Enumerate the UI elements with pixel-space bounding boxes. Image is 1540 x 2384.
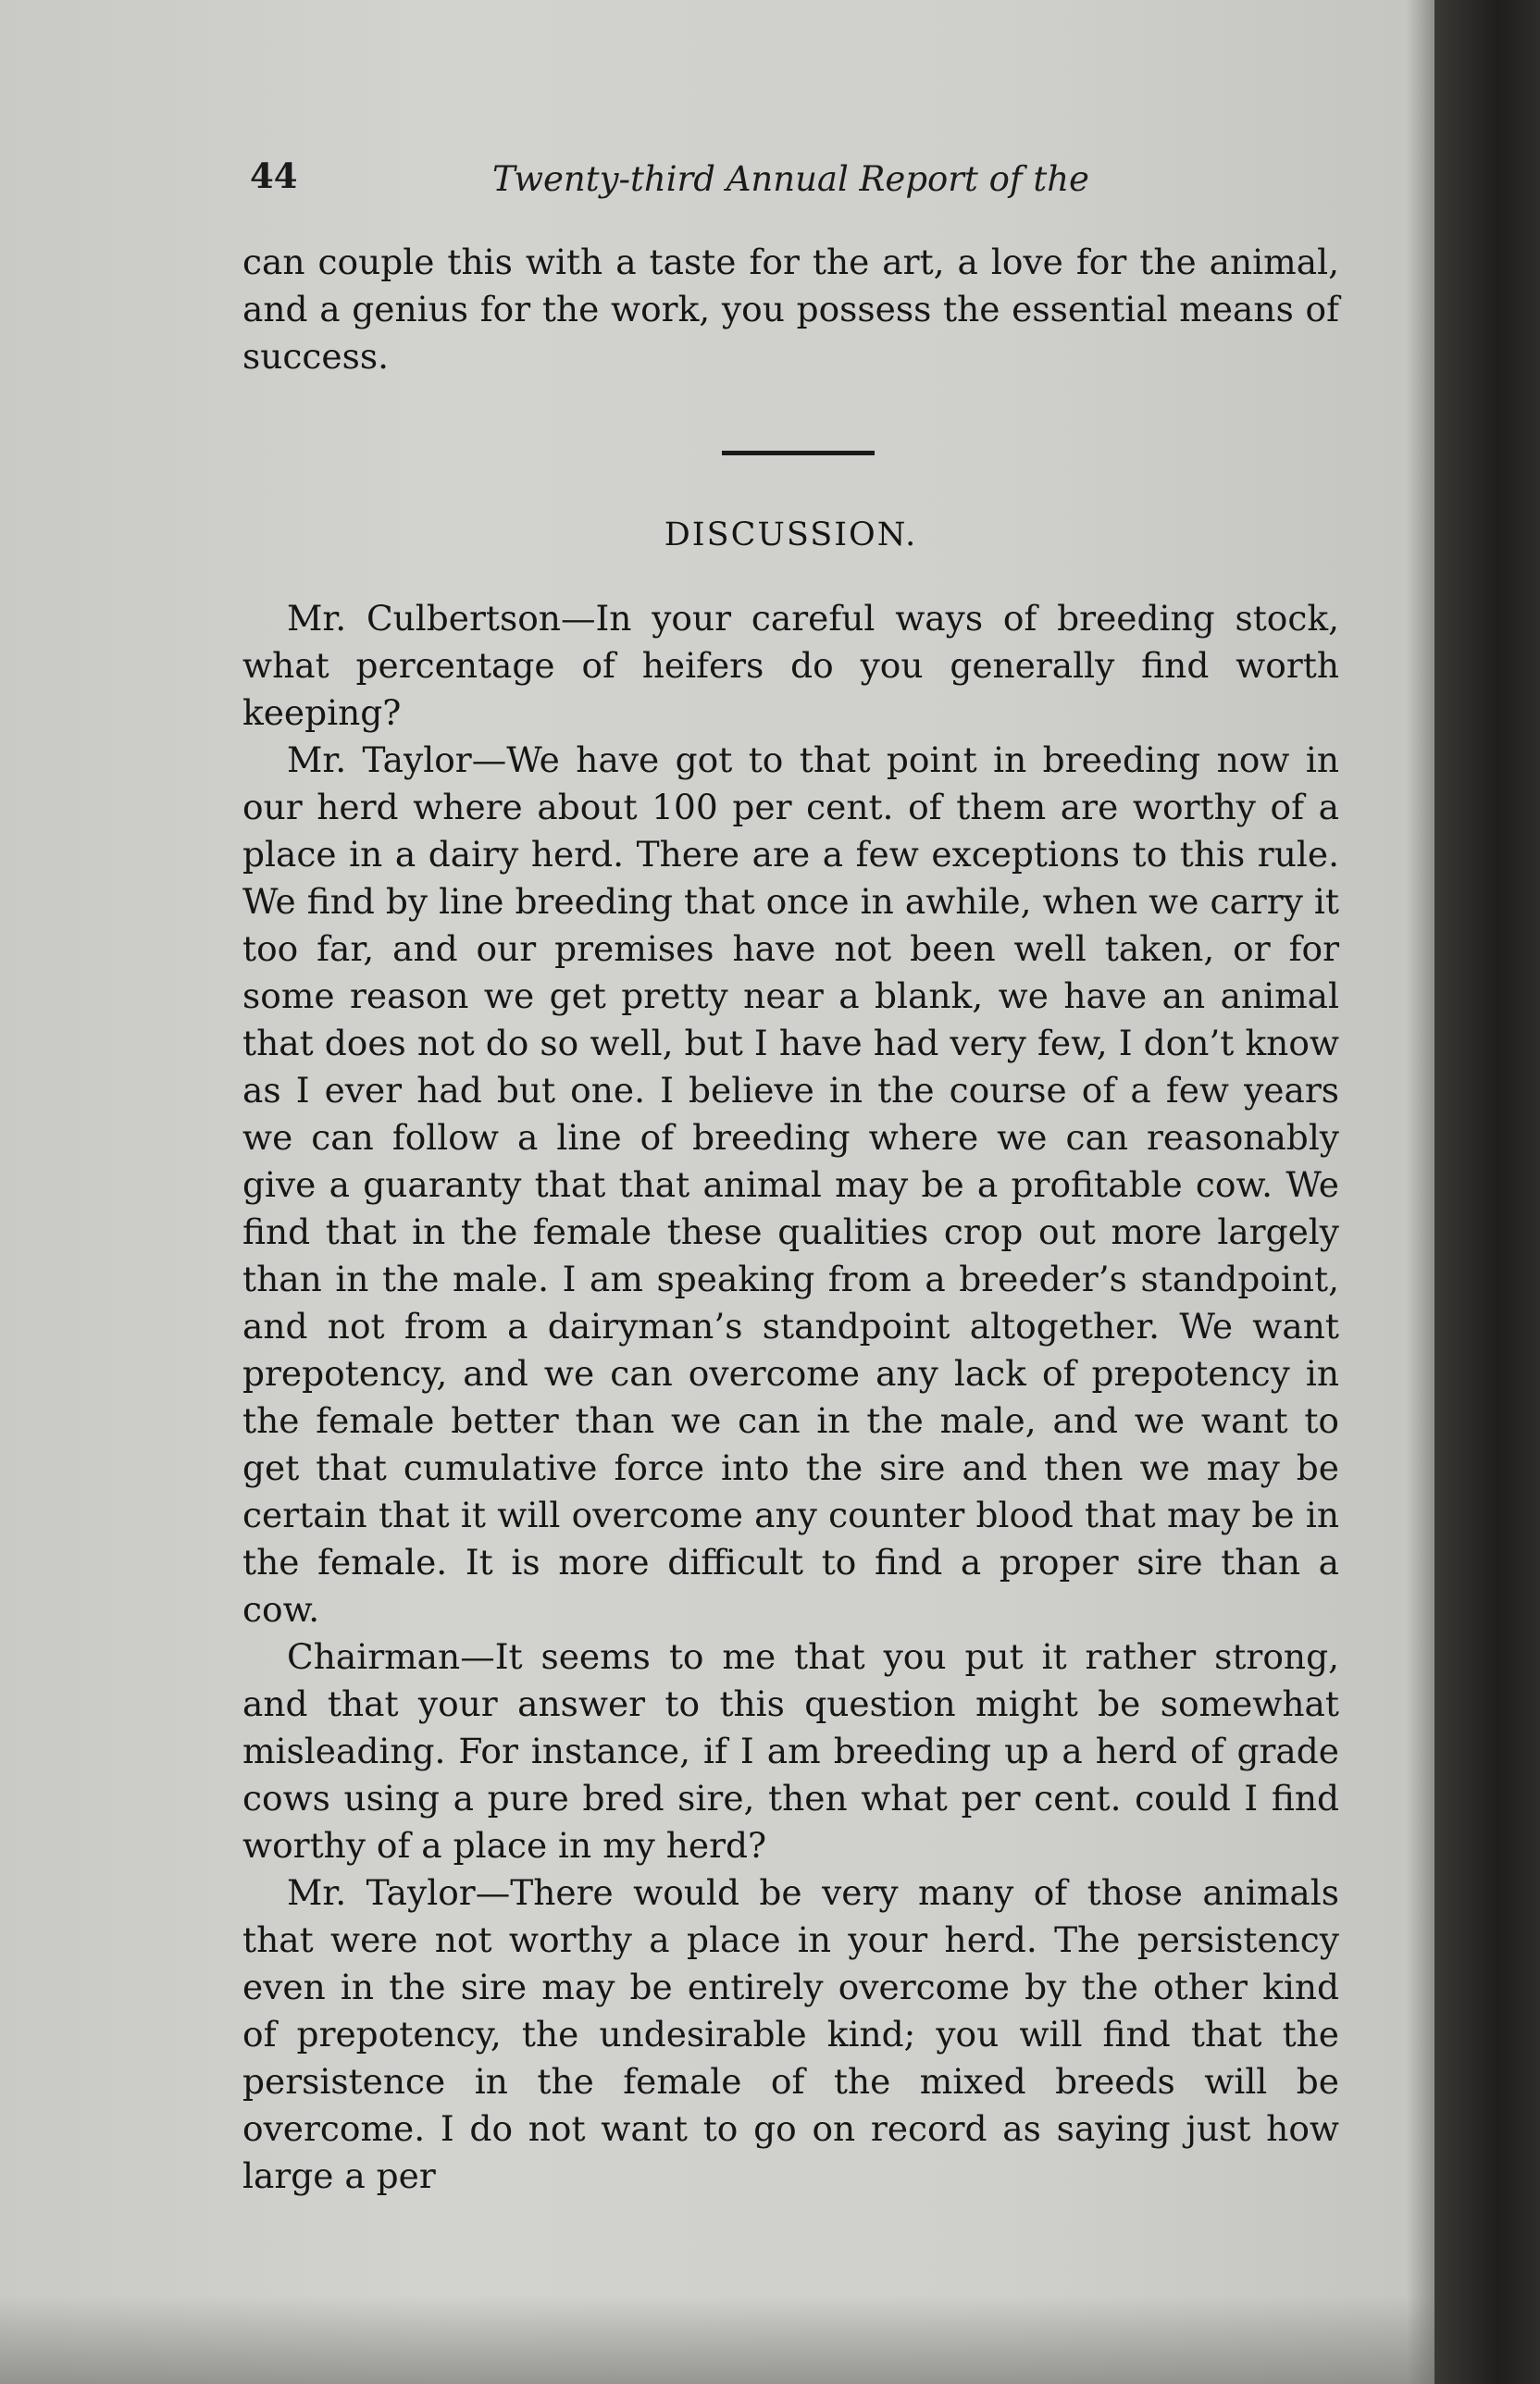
running-head — [250, 148, 1175, 204]
page-bottom-shadow — [0, 2295, 1434, 2384]
discussion-body — [242, 595, 1339, 2200]
paragraph-taylor-answer: Mr. Taylor—We have got to that point in breeding now in our herd where about 100 per cent. of them are worthy of a place in a dairy herd. There are a few exceptions to this rule. We find by line breeding that once in awhile, when we carry it too far, and our premises have not been well taken, or for some reason we get pretty near a blank, we have an animal that does not do so well, but I have had very few, I don’t know as I ever had but one. I believe in the course of a few years we can follow a line of breeding where we can reasonably give a guaranty that that animal may be a profitable cow. We find that in the female these qualities crop out more largely than in the male. I am speaking from a breeder’s standpoint, and not from a dairyman’s standpoint altogether. We want prepotency, and we can overcome any lack of prepotency in the female better than we can in the male, and we want to get that cumulative force into the sire and then we may be certain that it will overcome any counter blood that may be in the female. It is more difficult to find a proper sire than a cow. — [242, 739, 1339, 1630]
intro-paragraph-block — [242, 239, 1339, 380]
paragraph-taylor-reply: Mr. Taylor—There would be very many of those animals that were not worthy a place in your herd. The persistency even in the sire may be entirely overcome by the other kind of prepotency, the undesirable kind; you will find that the persistence in the female of the mixed breeds will be overcome. I do not want to go on record as saying just how large a per — [242, 1872, 1339, 2196]
book-spine — [1434, 0, 1540, 2384]
section-divider-rule — [722, 451, 875, 455]
running-title: Twenty-third Annual Report of the — [492, 159, 1089, 199]
page-edge-shadow — [1407, 0, 1434, 2384]
section-heading: DISCUSSION. — [664, 516, 918, 553]
paragraph-chairman-question: Chairman—It seems to me that you put it rather strong, and that your answer to this question might be somewhat misleading. For instance, if I am breeding up a herd of grade cows using a pure bred sire, then what per cent. could I find worthy of a place in my herd? — [242, 1636, 1339, 1866]
paragraph-culbertson-question: Mr. Culbertson—In your careful ways of breeding stock, what percentage of heifers do you generally find worth keeping? — [242, 598, 1339, 733]
page-number: 44 — [250, 155, 298, 196]
intro-paragraph: can couple this with a taste for the art, a love for the animal, and a genius for the work, you possess the essential means of success. — [242, 242, 1339, 377]
